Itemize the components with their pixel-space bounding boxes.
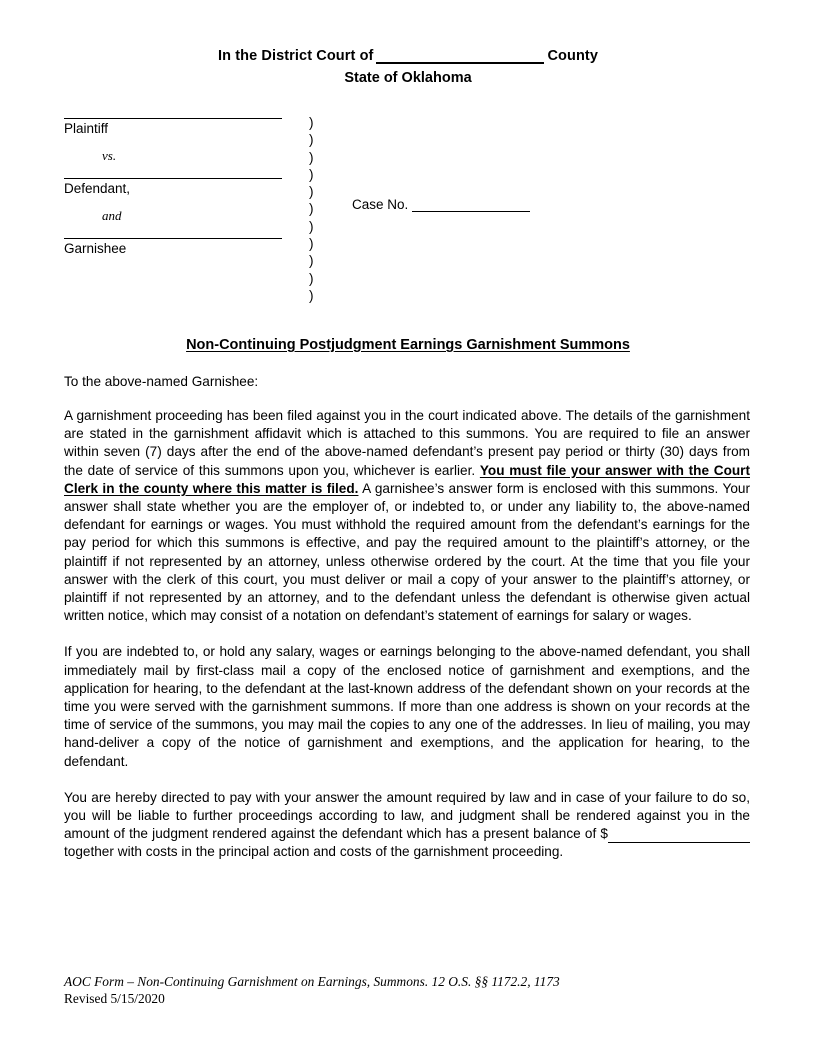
body-paragraph-2: If you are indebted to, or hold any salary, wages or earnings belonging to the above-named defendant, you shall immediately mail by first-class mail a copy of the enclosed notice of garnishment and exemptions, and the application for hearing, to the defendant at the last-known address of the defendant shown on your records at the time you were served with the garnishment summons. If more than one address is shown on your records at the time of service of the summons, you may mail the copies to any one of the addresses. In lieu of mailing, you may hand-deliver a copy of the notice of garnishment and exemptions, and the application for hearing, to the defendant. xyxy=(64,644,750,769)
form-citation-line: AOC Form – Non-Continuing Garnishment on Earnings, Summons. 12 O.S. §§ 1172.2, 1173 xyxy=(64,974,560,989)
paragraph-3-part-2: together with costs in the principal action and costs of the garnishment proceeding. xyxy=(64,844,564,860)
paren-mark: ) xyxy=(309,132,314,148)
paren-mark: ) xyxy=(309,270,314,286)
court-header-suffix: County xyxy=(547,48,598,64)
court-header-prefix: In the District Court of xyxy=(218,48,374,64)
paragraph-1-part-1: A garnishment proceeding has been filed against you in the court indicated above. The details of the garnishment are stated in the garnishment affidavit which is attached to this summons. You are required to file an answer within seven (7) days after the end of the above-named defendant’s present pay period or thirty (30) days from the date of service of this summons upon you, whichever is earlier. xyxy=(64,408,750,478)
case-number-row xyxy=(352,197,530,212)
balance-amount-blank-field[interactable] xyxy=(608,831,750,843)
paren-mark: ) xyxy=(309,201,314,217)
caption-paren-column xyxy=(309,114,314,304)
court-header xyxy=(64,46,752,89)
form-revision-line: Revised 5/15/2020 xyxy=(64,991,165,1006)
and-label: and xyxy=(102,208,122,223)
paren-mark: ) xyxy=(309,115,314,130)
caption-spacer-4 xyxy=(64,224,282,238)
document-body xyxy=(64,373,750,862)
paragraph-1-part-2: A garnishee’s answer form is enclosed with this summons. Your answer shall state whether you are the employer of, or indebted to, or under any liability to, the above-named defendant for earnings or wages. You must withhold the required amount from the defendant’s earnings for the pay period for which this summons is effective, and pay the required amount to the plaintiff’s attorney, or the plaintiff if not represented by an attorney, unless otherwise ordered by the court. At the time that you file your answer with the clerk of this court, you must deliver or mail a copy of your answer to the plaintiff’s attorney, or plaintiff if not represented by an attorney, and to the defendant unless the defendant is otherwise given actual written notice, which may consist of a notation on defendant’s statement of earnings for salary or wages. xyxy=(64,480,750,624)
plaintiff-label: Plaintiff xyxy=(64,121,109,136)
case-number-label: Case No. xyxy=(352,197,409,212)
document-title: Non-Continuing Postjudgment Earnings Garnishment Summons xyxy=(186,337,630,353)
caption-parties-column xyxy=(64,118,282,257)
court-header-line-1 xyxy=(64,46,752,67)
garnishee-label: Garnishee xyxy=(64,241,127,256)
caption-spacer-3 xyxy=(64,197,282,207)
paren-mark: ) xyxy=(309,236,314,252)
case-number-blank-field[interactable] xyxy=(412,199,530,212)
paragraph-1-emphasis: You must file your answer with the Court Clerk in the county where this matter is filed. xyxy=(64,462,750,496)
paren-mark: ) xyxy=(309,149,314,165)
paragraph-3-part-1: You are hereby directed to pay with your answer the amount required by law and in case of your failure to do so, you will be liable to further proceedings according to law, and judgment shall be rendered against you in the amount of the judgment rendered against the defendant which has a present balance of $ xyxy=(64,789,750,842)
state-header-line: State of Oklahoma xyxy=(344,70,472,86)
caption-spacer-2 xyxy=(64,164,282,178)
form-footer xyxy=(64,973,752,1007)
paren-mark: ) xyxy=(309,287,314,303)
paren-mark: ) xyxy=(309,166,314,182)
paren-mark: ) xyxy=(309,218,314,234)
body-paragraph-1 xyxy=(64,407,750,625)
defendant-label: Defendant, xyxy=(64,181,131,196)
body-paragraph-3 xyxy=(64,789,750,862)
salutation-line: To the above-named Garnishee: xyxy=(64,374,259,389)
paren-mark: ) xyxy=(309,184,314,200)
paren-mark: ) xyxy=(309,253,314,269)
case-caption xyxy=(64,115,752,313)
county-blank-field[interactable] xyxy=(376,49,544,64)
caption-spacer-1 xyxy=(64,137,282,147)
versus-label: vs. xyxy=(102,148,117,163)
